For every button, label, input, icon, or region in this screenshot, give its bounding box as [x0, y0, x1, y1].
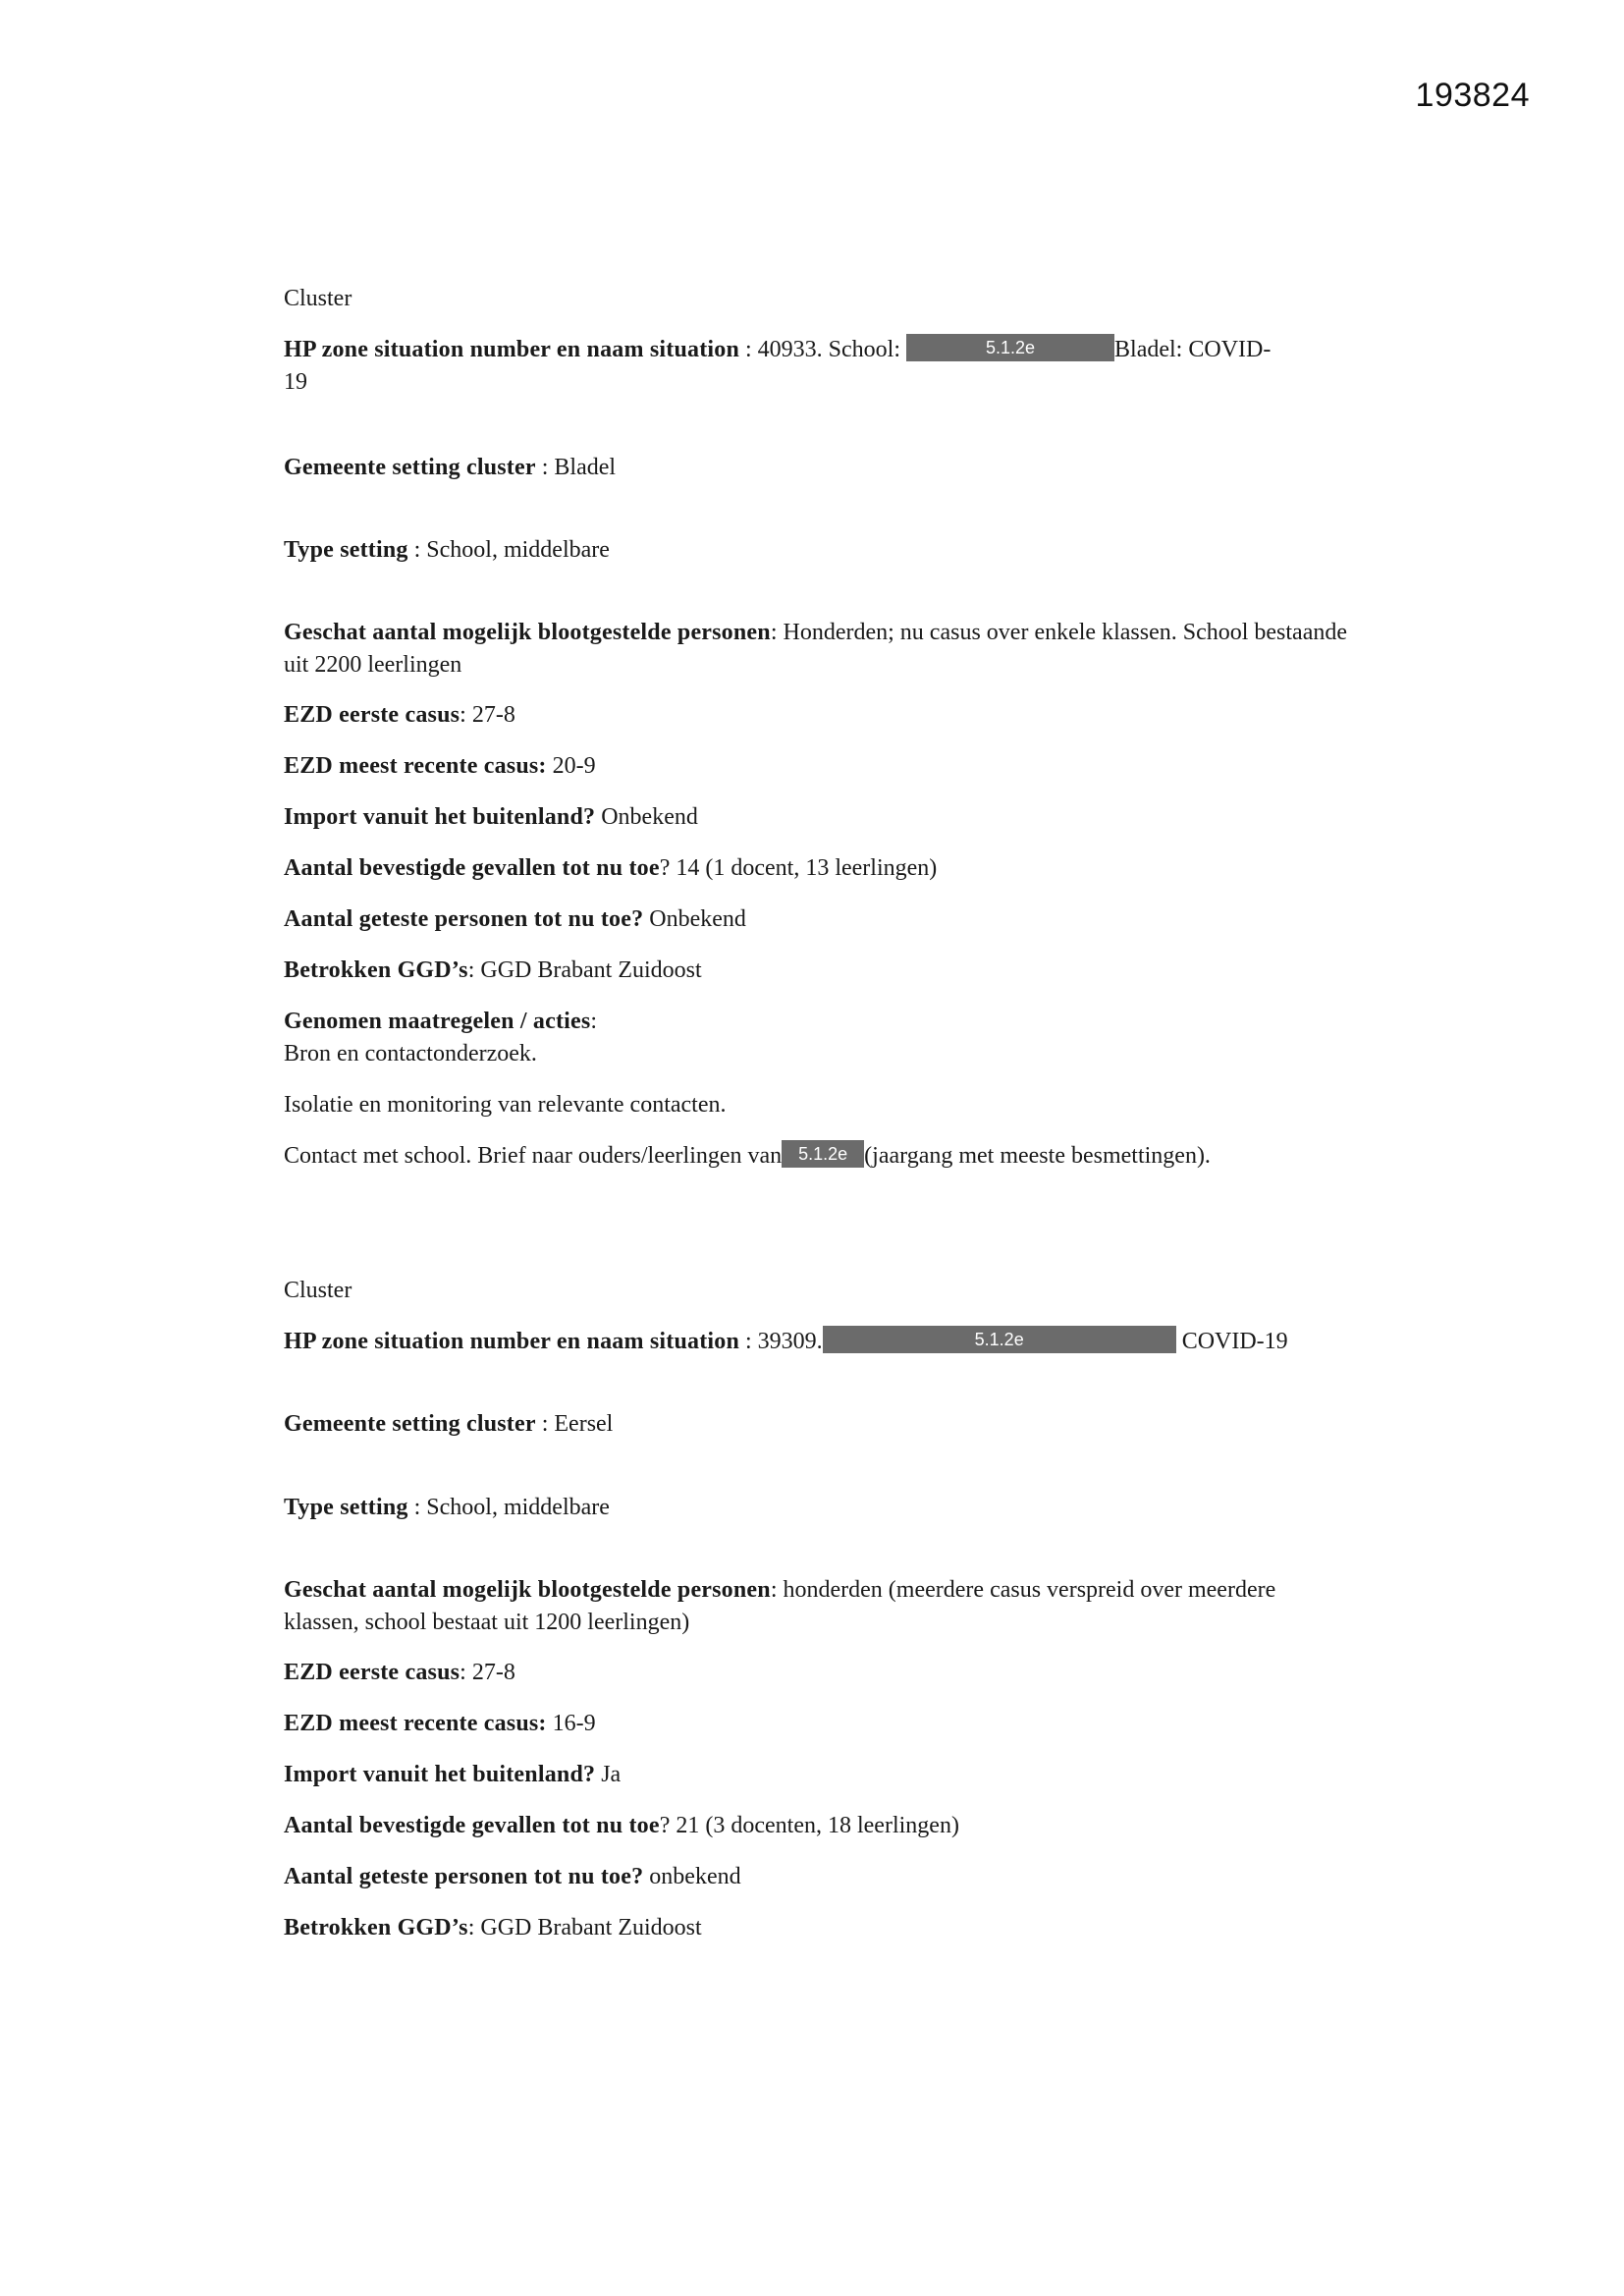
- bevestigd-value: ? 14 (1 docent, 13 leerlingen): [659, 855, 938, 881]
- import-line: [284, 801, 698, 834]
- bevestigd-line: [284, 1810, 959, 1842]
- import-value: Ja: [595, 1762, 622, 1787]
- maatregelen-line: [284, 1006, 597, 1038]
- gemeente-line: [284, 452, 616, 484]
- ezd-recent-value: 20-9: [546, 753, 596, 779]
- geschat-label: Geschat aantal mogelijk blootgestelde personen: [284, 1577, 771, 1603]
- ezd-recent-line: [284, 750, 596, 783]
- gemeente-line: [284, 1408, 613, 1441]
- bevestigd-label: Aantal bevestigde gevallen tot nu toe: [284, 855, 660, 881]
- geteste-value: Onbekend: [643, 906, 746, 932]
- ezd-eerste-value: : 27-8: [460, 702, 515, 728]
- hp-zone-suffix: COVID-19: [1175, 1329, 1288, 1354]
- gemeente-label: Gemeente setting cluster: [284, 1411, 536, 1437]
- cluster-heading: Cluster: [284, 1278, 352, 1303]
- geschat-paragraph: [284, 617, 1354, 682]
- ezd-eerste-label: EZD eerste casus: [284, 1660, 460, 1685]
- hp-zone-value: : 40933. School:: [739, 337, 907, 362]
- import-label: Import vanuit het buitenland?: [284, 804, 596, 830]
- hp-zone-line: [284, 1326, 1288, 1358]
- import-label: Import vanuit het buitenland?: [284, 1762, 596, 1787]
- ggd-line: [284, 1912, 702, 1944]
- import-line: [284, 1759, 621, 1791]
- hp-zone-label: HP zone situation number en naam situation: [284, 337, 740, 362]
- actie-3: [284, 1140, 1211, 1173]
- ezd-recent-label: EZD meest recente casus:: [284, 753, 547, 779]
- ezd-recent-label: EZD meest recente casus:: [284, 1711, 547, 1736]
- redaction-box: 5.1.2e: [782, 1140, 864, 1168]
- type-setting-value: : School, middelbare: [407, 537, 610, 563]
- geschat-value: : honderden (meerdere casus verspreid over meerdere klassen, school bestaat uit 1200 leerlingen): [284, 1577, 1276, 1635]
- bevestigd-value: ? 21 (3 docenten, 18 leerlingen): [659, 1813, 959, 1838]
- type-setting-line: [284, 534, 610, 567]
- geteste-label: Aantal geteste personen tot nu toe?: [284, 906, 644, 932]
- actie-3-text: Contact met school. Brief naar ouders/leerlingen van: [284, 1143, 783, 1169]
- ezd-recent-value: 16-9: [546, 1711, 596, 1736]
- ggd-label: Betrokken GGD’s: [284, 957, 468, 983]
- geschat-paragraph: [284, 1574, 1285, 1639]
- actie-1: Bron en contactonderzoek.: [284, 1041, 537, 1066]
- maatregelen-colon: :: [590, 1009, 598, 1034]
- geteste-label: Aantal geteste personen tot nu toe?: [284, 1864, 644, 1889]
- type-setting-label: Type setting: [284, 1495, 408, 1520]
- geschat-label: Geschat aantal mogelijk blootgestelde personen: [284, 620, 771, 645]
- import-value: Onbekend: [595, 804, 698, 830]
- ezd-recent-line: [284, 1708, 596, 1740]
- actie-3-suffix: (jaargang met meeste besmettingen).: [864, 1143, 1211, 1169]
- cluster-heading: Cluster: [284, 286, 352, 311]
- ggd-value: : GGD Brabant Zuidoost: [467, 957, 702, 983]
- type-setting-line: [284, 1492, 610, 1524]
- type-setting-label: Type setting: [284, 537, 408, 563]
- redaction-box: 5.1.2e: [906, 334, 1114, 361]
- bevestigd-line: [284, 852, 937, 885]
- ezd-eerste-line: [284, 1657, 515, 1689]
- gemeente-value: : Bladel: [535, 455, 617, 480]
- hp-zone-value: : 39309.: [739, 1329, 823, 1354]
- geteste-line: [284, 903, 746, 936]
- geschat-value: : Honderden; nu casus over enkele klassen. School bestaande uit 2200 leerlingen: [284, 620, 1347, 678]
- hp-zone-suffix: Bladel: COVID-: [1114, 337, 1272, 362]
- geteste-line: [284, 1861, 741, 1893]
- type-setting-value: : School, middelbare: [407, 1495, 610, 1520]
- hp-zone-line: [284, 334, 1271, 366]
- ezd-eerste-value: : 27-8: [460, 1660, 515, 1685]
- maatregelen-label: Genomen maatregelen / acties: [284, 1009, 591, 1034]
- document-number: 193824: [1415, 77, 1530, 114]
- ezd-eerste-label: EZD eerste casus: [284, 702, 460, 728]
- bevestigd-label: Aantal bevestigde gevallen tot nu toe: [284, 1813, 660, 1838]
- ggd-line: [284, 955, 702, 987]
- redaction-box: 5.1.2e: [823, 1326, 1176, 1353]
- ggd-label: Betrokken GGD’s: [284, 1915, 468, 1941]
- ggd-value: : GGD Brabant Zuidoost: [467, 1915, 702, 1941]
- gemeente-label: Gemeente setting cluster: [284, 455, 536, 480]
- ezd-eerste-line: [284, 699, 515, 732]
- hp-zone-label: HP zone situation number en naam situation: [284, 1329, 740, 1354]
- geteste-value: onbekend: [643, 1864, 741, 1889]
- actie-2: Isolatie en monitoring van relevante contacten.: [284, 1092, 727, 1118]
- gemeente-value: : Eersel: [535, 1411, 614, 1437]
- hp-zone-continuation: 19: [284, 369, 307, 395]
